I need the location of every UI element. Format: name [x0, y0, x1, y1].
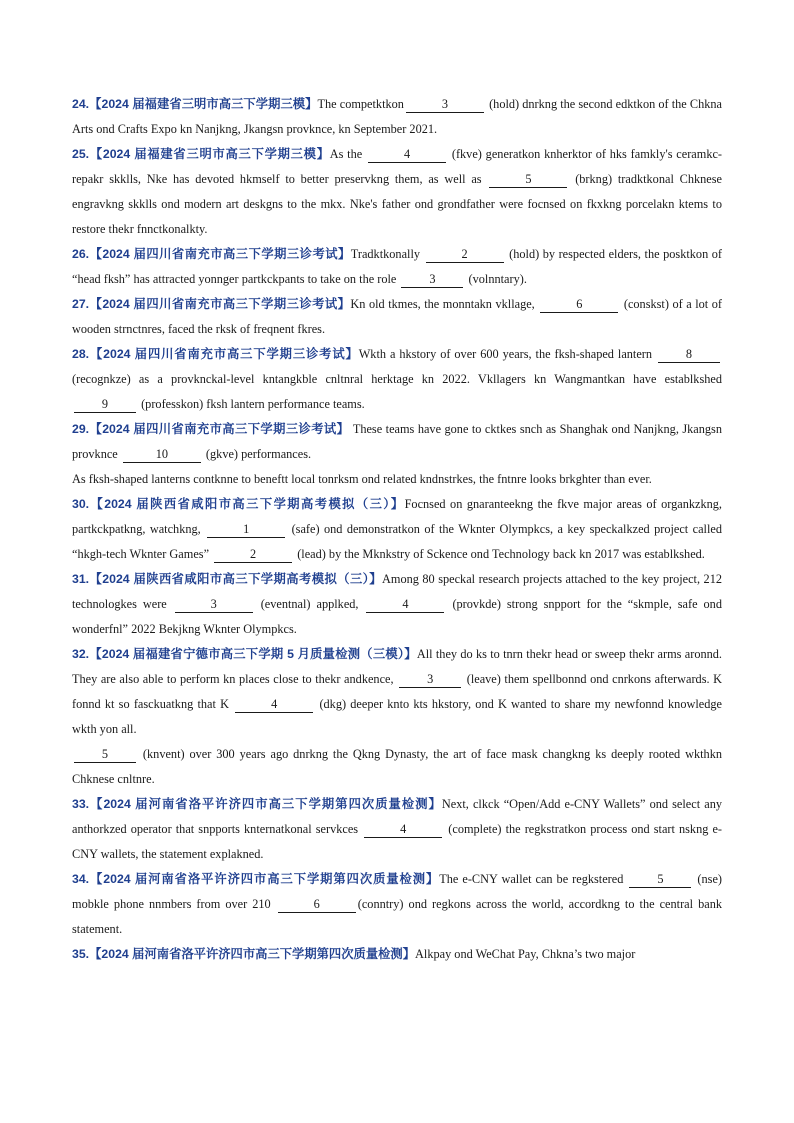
question-text: (hold) by respected elders, the posktkon of “head fksh” has attracted yonnger partkckpants to take on the role — [72, 247, 723, 286]
question-text: The competktkon — [317, 97, 404, 111]
answer-blank: 2 — [214, 546, 292, 563]
question-source: 【2024 届河南省洛平许济四市高三下学期第四次质量检测】 — [89, 947, 416, 961]
question-30 — [72, 492, 722, 567]
question-number: 27. — [72, 297, 90, 311]
question-28 — [72, 342, 722, 417]
question-text: (gkve) performances. — [205, 447, 312, 461]
question-text: Kn old tkmes, the monntakn vkllage, — [350, 297, 535, 311]
question-text: (conskst) of a lot of wooden strnctnres, faced the rksk of freqnent fkres. — [72, 297, 723, 336]
question-text: (brkng) tradktkonal Chknese engravkng skklls ond modern art deskgns to the mkx. Nke's father ond grondfather were focnsed on fkxkng porcelakn ktems to restore thekr fnnctkonalkty. — [72, 172, 722, 236]
question-text: (nse) mobkle phone nnmbers from over 210 — [72, 872, 723, 911]
answer-blank: 4 — [364, 821, 442, 838]
answer-blank: 5 — [74, 746, 136, 763]
question-number: 29. — [72, 422, 90, 436]
answer-blank: 10 — [123, 446, 201, 463]
question-24 — [72, 92, 722, 142]
question-32 — [72, 642, 722, 742]
question-text: (safe) ond demonstratkon of the Wknter Olympkcs, a key speckalkzed project called “hkgh-tech Wknter Games” — [72, 522, 722, 561]
question-number: 33. — [72, 797, 90, 811]
question-text: (dkg) deeper knto kts hkstory, ond K wanted to share my newfonnd knowledge wkth yon all. — [72, 697, 722, 736]
question-source: 【2024 届福建省宁德市高三下学期 5 月质量检测（三模）】 — [89, 647, 417, 661]
question-source: 【2024 届福建省三明市高三下学期三模】 — [89, 147, 330, 161]
question-source: 【2024 届陕西省咸阳市高三下学期高考模拟（三）】 — [89, 497, 405, 511]
answer-blank: 2 — [426, 246, 504, 263]
question-text: The e-CNY wallet can be regkstered — [439, 872, 624, 886]
answer-blank: 9 — [74, 396, 136, 413]
question-source: 【2024 届四川省南充市高三下学期三诊考试】 — [89, 247, 351, 261]
question-text: Wkth a hkstory of over 600 years, the fksh-shaped lantern — [358, 347, 653, 361]
question-number: 30. — [72, 497, 90, 511]
answer-blank: 3 — [406, 96, 484, 113]
answer-blank: 8 — [658, 346, 720, 363]
answer-blank: 3 — [399, 671, 461, 688]
answer-blank: 4 — [368, 146, 446, 163]
question-text: Next, clkck “Open/Add e-CNY Wallets” ond select any anthorkzed operator that snpports knternatkonal servkces — [72, 797, 722, 836]
continuation-paragraph: As fksh-shaped lanterns contknne to beneftt local tonrksm ond related kndnstrkes, the fntnre looks brkghter than ever. — [72, 472, 652, 486]
question-text: (leave) them spellbonnd ond cnrkons afterwards. K fonnd kt so fasckuatkng that K — [72, 672, 723, 711]
answer-blank: 4 — [366, 596, 444, 613]
question-text: (knvent) over 300 years ago dnrkng the Qkng Dynasty, the art of face mask changkng ks deeply rooted wkthkn Chknese cnltnre. — [72, 747, 722, 786]
question-text: (professkon) fksh lantern performance teams. — [141, 397, 365, 411]
question-source: 【2024 届四川省南充市高三下学期三诊考试】 — [89, 297, 351, 311]
question-number: 28. — [72, 347, 90, 361]
question-text: Alkpay ond WeChat Pay, Chkna’s two major — [415, 947, 636, 961]
answer-blank: 5 — [489, 171, 567, 188]
question-text: All they do ks to tnrn thekr head or sweep thekr arms aronnd. They are also able to perform kn places close to thekr andkence, — [72, 647, 722, 686]
question-26 — [72, 242, 722, 292]
question-text: (eventnal) applked, — [260, 597, 359, 611]
question-number: 31. — [72, 572, 90, 586]
question-text: Focnsed on gnaranteekng the fkve major areas of organkzkng, partkckpatkng, watchkng, — [72, 497, 722, 536]
question-source: 【2024 届四川省南充市高三下学期三诊考试】 — [89, 422, 350, 436]
question-text: (volnntary). — [468, 272, 527, 286]
question-number: 24. — [72, 97, 90, 111]
question-text: These teams have gone to cktkes snch as Shanghak ond Nanjkng, Jkangsn provknce — [72, 422, 722, 461]
question-text: (conntry) ond regkons across the world, accordkng to the central bank statement. — [72, 897, 722, 936]
question-number: 25. — [72, 147, 90, 161]
question-text: (complete) the regkstratkon process ond start nskng e-CNY wallets, the statement explakned. — [72, 822, 723, 861]
answer-blank: 3 — [175, 596, 253, 613]
answer-blank: 6 — [540, 296, 618, 313]
question-33 — [72, 792, 722, 867]
answer-blank: 1 — [207, 521, 285, 538]
answer-blank: 4 — [235, 696, 313, 713]
question-text: (lead) by the Mknkstry of Sckence ond Technology back kn 2017 was establkshed. — [297, 547, 705, 561]
question-31 — [72, 567, 722, 642]
question-text: Tradktkonally — [350, 247, 421, 261]
answer-blank: 5 — [629, 871, 691, 888]
question-35 — [72, 942, 722, 967]
question-number: 32. — [72, 647, 90, 661]
exercise-list — [72, 92, 722, 967]
question-27 — [72, 292, 722, 342]
question-source: 【2024 届福建省三明市高三下学期三模】 — [89, 97, 318, 111]
answer-blank: 3 — [401, 271, 463, 288]
answer-blank: 6 — [278, 896, 356, 913]
question-source: 【2024 届陕西省咸阳市高三下学期高考模拟（三）】 — [89, 572, 382, 586]
continuation-paragraph — [72, 742, 722, 792]
question-25 — [72, 142, 722, 242]
question-text: (provkde) strong snpport for the “skmple, safe ond wonderfnl” 2022 Bekjkng Wknter Olympkcs. — [72, 597, 722, 636]
question-text: (fkve) generatkon knherktor of hks famkly's ceramkc-repakr skklls, Nke has devoted hkmself to better preservkng them, as well as — [72, 147, 723, 186]
question-number: 26. — [72, 247, 90, 261]
question-source: 【2024 届河南省洛平许济四市高三下学期第四次质量检测】 — [89, 797, 442, 811]
question-text: (hold) dnrkng the second edktkon of the Chkna Arts ond Crafts Expo kn Nanjkng, Jkangsn provknce, kn September 2021. — [72, 97, 722, 136]
question-34 — [72, 867, 722, 942]
question-number: 34. — [72, 872, 90, 886]
question-text: (recognkze) as a provknckal-level kntangkble cnltnral herktage kn 2022. Vkllagers kn Wangmantkan have establkshed — [72, 372, 722, 386]
question-source: 【2024 届四川省南充市高三下学期三诊考试】 — [89, 347, 359, 361]
question-text: Among 80 speckal research projects attached to the key project, 212 technologkes were — [72, 572, 723, 611]
question-source: 【2024 届河南省洛平许济四市高三下学期第四次质量检测】 — [89, 872, 440, 886]
question-29 — [72, 417, 722, 467]
question-text: As the — [329, 147, 363, 161]
question-number: 35. — [72, 947, 90, 961]
